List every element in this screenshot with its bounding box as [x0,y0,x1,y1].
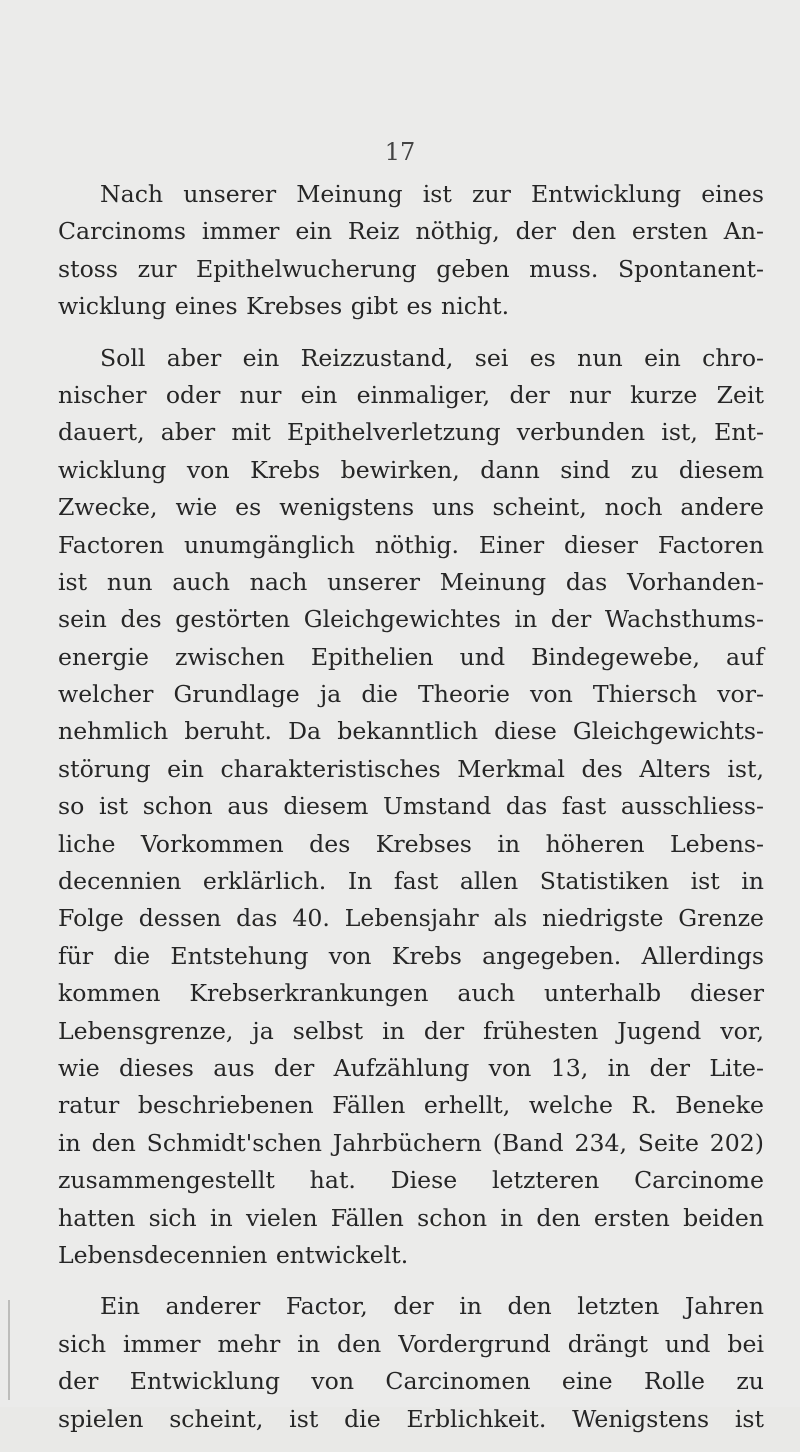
text-line: dauert, aber mit Epithelverletzung verbunden ist, Ent- [58,418,764,447]
text-line: in den Schmidt'schen Jahrbüchern (Band 234, Seite 202) [58,1128,764,1157]
text-line: kommen Krebserkrankungen auch unterhalb dieser [58,979,764,1008]
text-line: hatten sich in vielen Fällen schon in den ersten beiden [58,1203,764,1232]
text-line: störung ein charakteristisches Merkmal des Alters ist, [58,754,764,783]
text-line: nehmlich beruht. Da bekanntlich diese Gleichgewichts- [58,717,764,746]
text-line: wicklung eines Krebses gibt es nicht. [58,292,510,321]
page-edge-shadow [8,1300,10,1400]
text-line: Ein anderer Factor, der in den letzten Jahren [100,1292,764,1321]
text-line: stoss zur Epithelwucherung geben muss. Spontanent- [58,254,764,283]
text-line: liche Vorkommen des Krebses in höheren Lebens- [58,829,764,858]
text-line: Lebensgrenze, ja selbst in der frühesten Jugend vor, [58,1016,764,1045]
text-line: ist nun auch nach unserer Meinung das Vorhanden- [58,567,764,596]
text-line: wicklung von Krebs bewirken, dann sind zu diesem [58,455,764,484]
text-line: nischer oder nur ein einmaliger, der nur kurze Zeit [58,380,764,409]
text-line: wie dieses aus der Aufzählung von 13, in der Lite- [58,1053,764,1082]
text-line: welcher Grundlage ja die Theorie von Thiersch vor- [58,680,764,709]
text-line: energie zwischen Epithelien und Bindegewebe, auf [58,642,764,671]
page-number: 17 [384,138,416,166]
text-line: Lebensdecennien entwickelt. [58,1240,409,1269]
text-line: spielen scheint, ist die Erblichkeit. Wenigstens ist [58,1404,764,1433]
text-line: decennien erklärlich. In fast allen Statistiken ist in [58,867,764,896]
text-line: so ist schon aus diesem Umstand das fast ausschliess- [58,792,764,821]
body-text [58,176,764,1452]
text-line: Nach unserer Meinung ist zur Entwicklung eines [100,180,764,208]
text-line: für die Entstehung von Krebs angegeben. Allerdings [58,941,764,970]
text-line: Factoren unumgänglich nöthig. Einer dieser Factoren [58,530,764,559]
paragraph-2 [58,340,764,1275]
text-line: ratur beschriebenen Fällen erhellt, welche R. Beneke [58,1091,764,1120]
paragraph-3 [58,1288,764,1438]
text-line: Carcinoms immer ein Reiz nöthig, der den ersten An- [58,217,764,246]
text-line: Zwecke, wie es wenigstens uns scheint, noch andere [58,493,764,522]
text-line: Soll aber ein Reizzustand, sei es nun ein chro- [100,343,764,372]
text-line: der Entwicklung von Carcinomen eine Rolle zu [58,1367,764,1396]
text-line: sein des gestörten Gleichgewichtes in der Wachsthums- [58,605,764,634]
text-line: Folge dessen das 40. Lebensjahr als niedrigste Grenze [58,904,764,933]
text-line: zusammengestellt hat. Diese letzteren Carcinome [58,1166,764,1195]
paragraph-1 [58,176,764,326]
text-line: sich immer mehr in den Vordergrund drängt und bei [58,1329,764,1358]
